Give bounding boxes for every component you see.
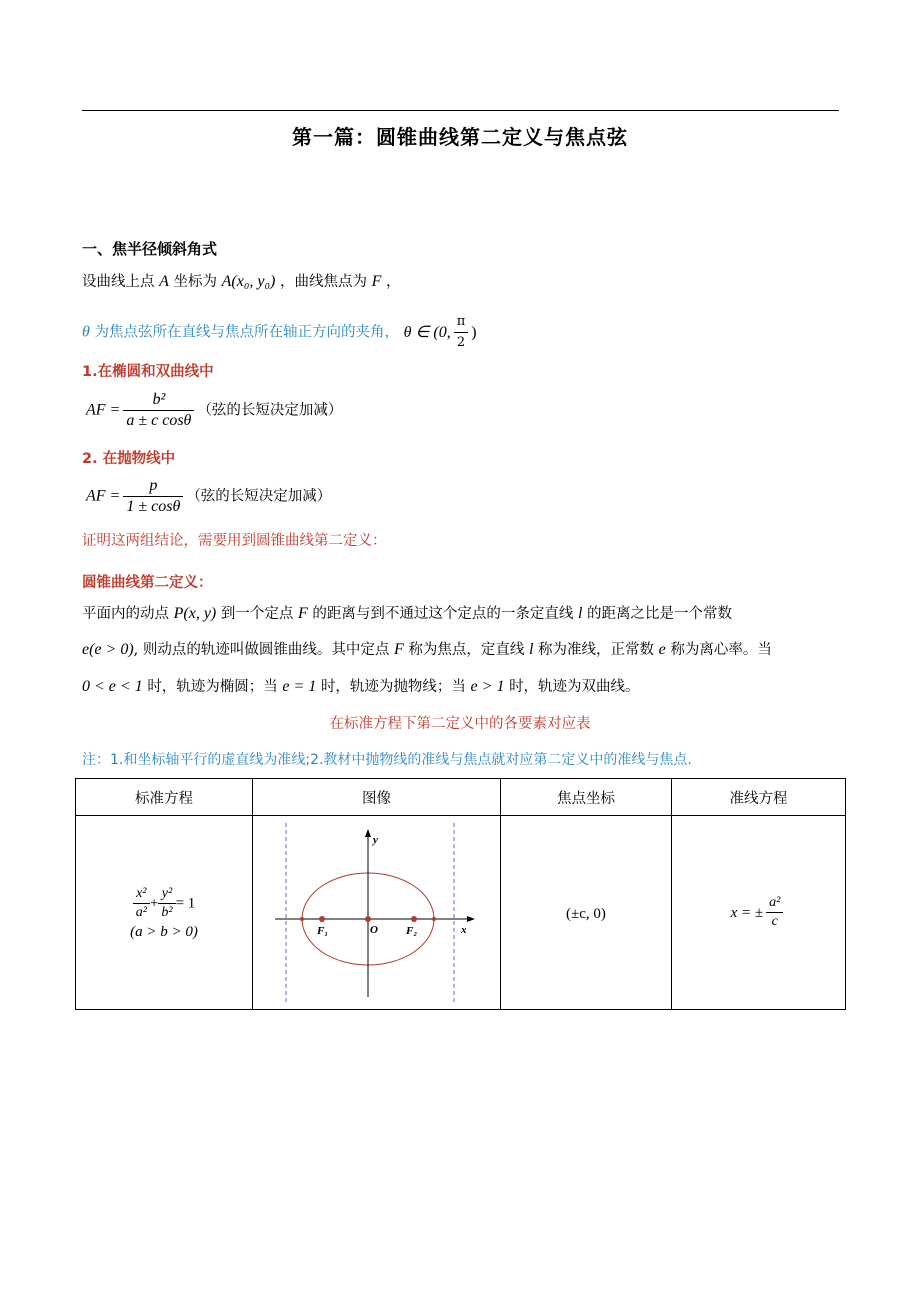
vertex-right-point [432,917,436,921]
case-1-heading: 1.在椭圆和双曲线中 [82,364,214,380]
focus-coordinates: (±c, 0) [566,905,606,922]
x-axis-arrow [467,916,475,922]
text: 的距离之比是一个常数 [587,606,733,622]
text: 坐标为 [173,274,217,290]
formula-parabola [86,476,331,517]
math: ) [471,323,477,341]
math-lhs: AF = [86,487,121,505]
text: ， [385,274,401,290]
rhs: = 1 [175,895,196,911]
fraction [123,476,183,517]
standard-equation-cell [76,816,253,1010]
definition-line-3 [82,677,640,697]
math-lhs: AF = [86,401,121,419]
focus-f2-point [411,916,417,922]
text: 称为焦点，定直线 [408,642,525,658]
text: 设曲线上点 [82,274,155,290]
plus: + [149,895,159,911]
numerator: π [454,312,469,333]
denominator: 1 ± cosθ [126,498,181,515]
math-var: θ [82,323,90,341]
fraction [766,894,783,931]
theta-range [403,314,477,350]
focus-coordinates-cell [501,816,672,1010]
intro-line-2 [82,312,477,353]
y-axis-arrow [365,829,371,837]
origin-label: O [370,923,378,936]
focus-f1-label: F₁ [317,924,329,937]
fraction [158,885,175,922]
math-var: F [371,273,382,290]
math: e [658,641,666,658]
text: 为焦点弦所在直线与焦点所在轴正方向的夹角， [94,324,399,341]
graph-cell [253,816,501,1010]
denominator: c [771,914,778,929]
elements-table [75,778,846,1010]
header-cell: 准线方程 [672,779,846,816]
equation-condition: (a > b > 0) [130,923,198,940]
text: , 则动点的轨迹叫做圆锥曲线。其中定点 [133,642,390,658]
math: l [528,641,534,658]
text: 的距离与到不通过这个定点的一条定直线 [312,606,574,622]
header-cell: 标准方程 [76,779,253,816]
text: 称为离心率。当 [670,642,772,658]
text: 平面内的动点 [82,606,169,622]
denominator: a² [135,904,147,920]
origin-point [365,916,371,922]
denominator: a ± c cosθ [126,412,192,429]
text: 时，轨迹为双曲线。 [509,679,640,695]
math: 0 < e < 1 [82,678,143,695]
vertex-left-point [300,917,304,921]
case-2-heading: 2. 在抛物线中 [82,451,176,467]
numerator: x² [133,885,150,904]
header-cell: 图像 [253,779,501,816]
text: 称为准线，正常数 [538,642,655,658]
intro-line-1 [82,272,400,292]
note: （弦的长短决定加减） [197,402,343,419]
math: θ ∈ (0, [403,323,451,341]
math: P(x, y) [173,605,217,622]
math-coord: A(x₀, y₀) [221,273,276,290]
definition-line-1 [82,604,732,624]
numerator: b² [123,390,194,411]
math-var: A [159,273,169,290]
math: e > 1 [470,678,505,695]
definition-line-2 [82,640,772,660]
ellipse-graph [253,817,499,1009]
focus-f1-point [319,916,325,922]
equation [76,885,252,922]
x-axis-label: x [461,923,467,936]
table-header-row [76,779,846,816]
top-rule [82,110,839,111]
math: e = 1 [282,678,317,695]
focus-f2-label: F₂ [406,924,418,937]
denominator: 2 [456,335,466,350]
denominator: b² [161,904,173,920]
table-note: 注：1.和坐标轴平行的虚直线为准线;2.教材中抛物线的准线与焦点就对应第二定义中的准线与焦点. [82,752,692,768]
y-axis-label: y [373,833,378,846]
text: 时，轨迹为椭圆；当 [147,679,278,695]
page-title: 第一篇：圆锥曲线第二定义与焦点弦 [292,125,628,149]
directrix-lhs: x = ± [730,905,764,921]
text: 到一个定点 [220,606,294,622]
numerator: p [123,476,183,497]
definition-heading: 圆锥曲线第二定义： [82,575,213,591]
fraction [454,312,469,353]
math: e(e > 0) [82,641,134,658]
formula-ellipse-hyperbola [86,390,342,431]
directrix-equation-cell [672,816,846,1010]
numerator: y² [158,885,175,904]
proof-note: 证明这两组结论，需要用到圆锥曲线第二定义： [82,533,387,549]
text: ，曲线焦点为 [279,274,367,290]
table-caption: 在标准方程下第二定义中的各要素对应表 [329,716,591,732]
fraction [133,885,150,922]
math: F [393,641,404,658]
table-row [76,816,846,1010]
math: F [297,605,308,622]
fraction [123,390,194,431]
text: 时，轨迹为抛物线；当 [320,679,466,695]
math: l [577,605,583,622]
note: （弦的长短决定加减） [186,488,332,505]
header-cell: 焦点坐标 [501,779,672,816]
section-heading: 一、焦半径倾斜角式 [82,240,218,258]
numerator: a² [766,894,783,913]
